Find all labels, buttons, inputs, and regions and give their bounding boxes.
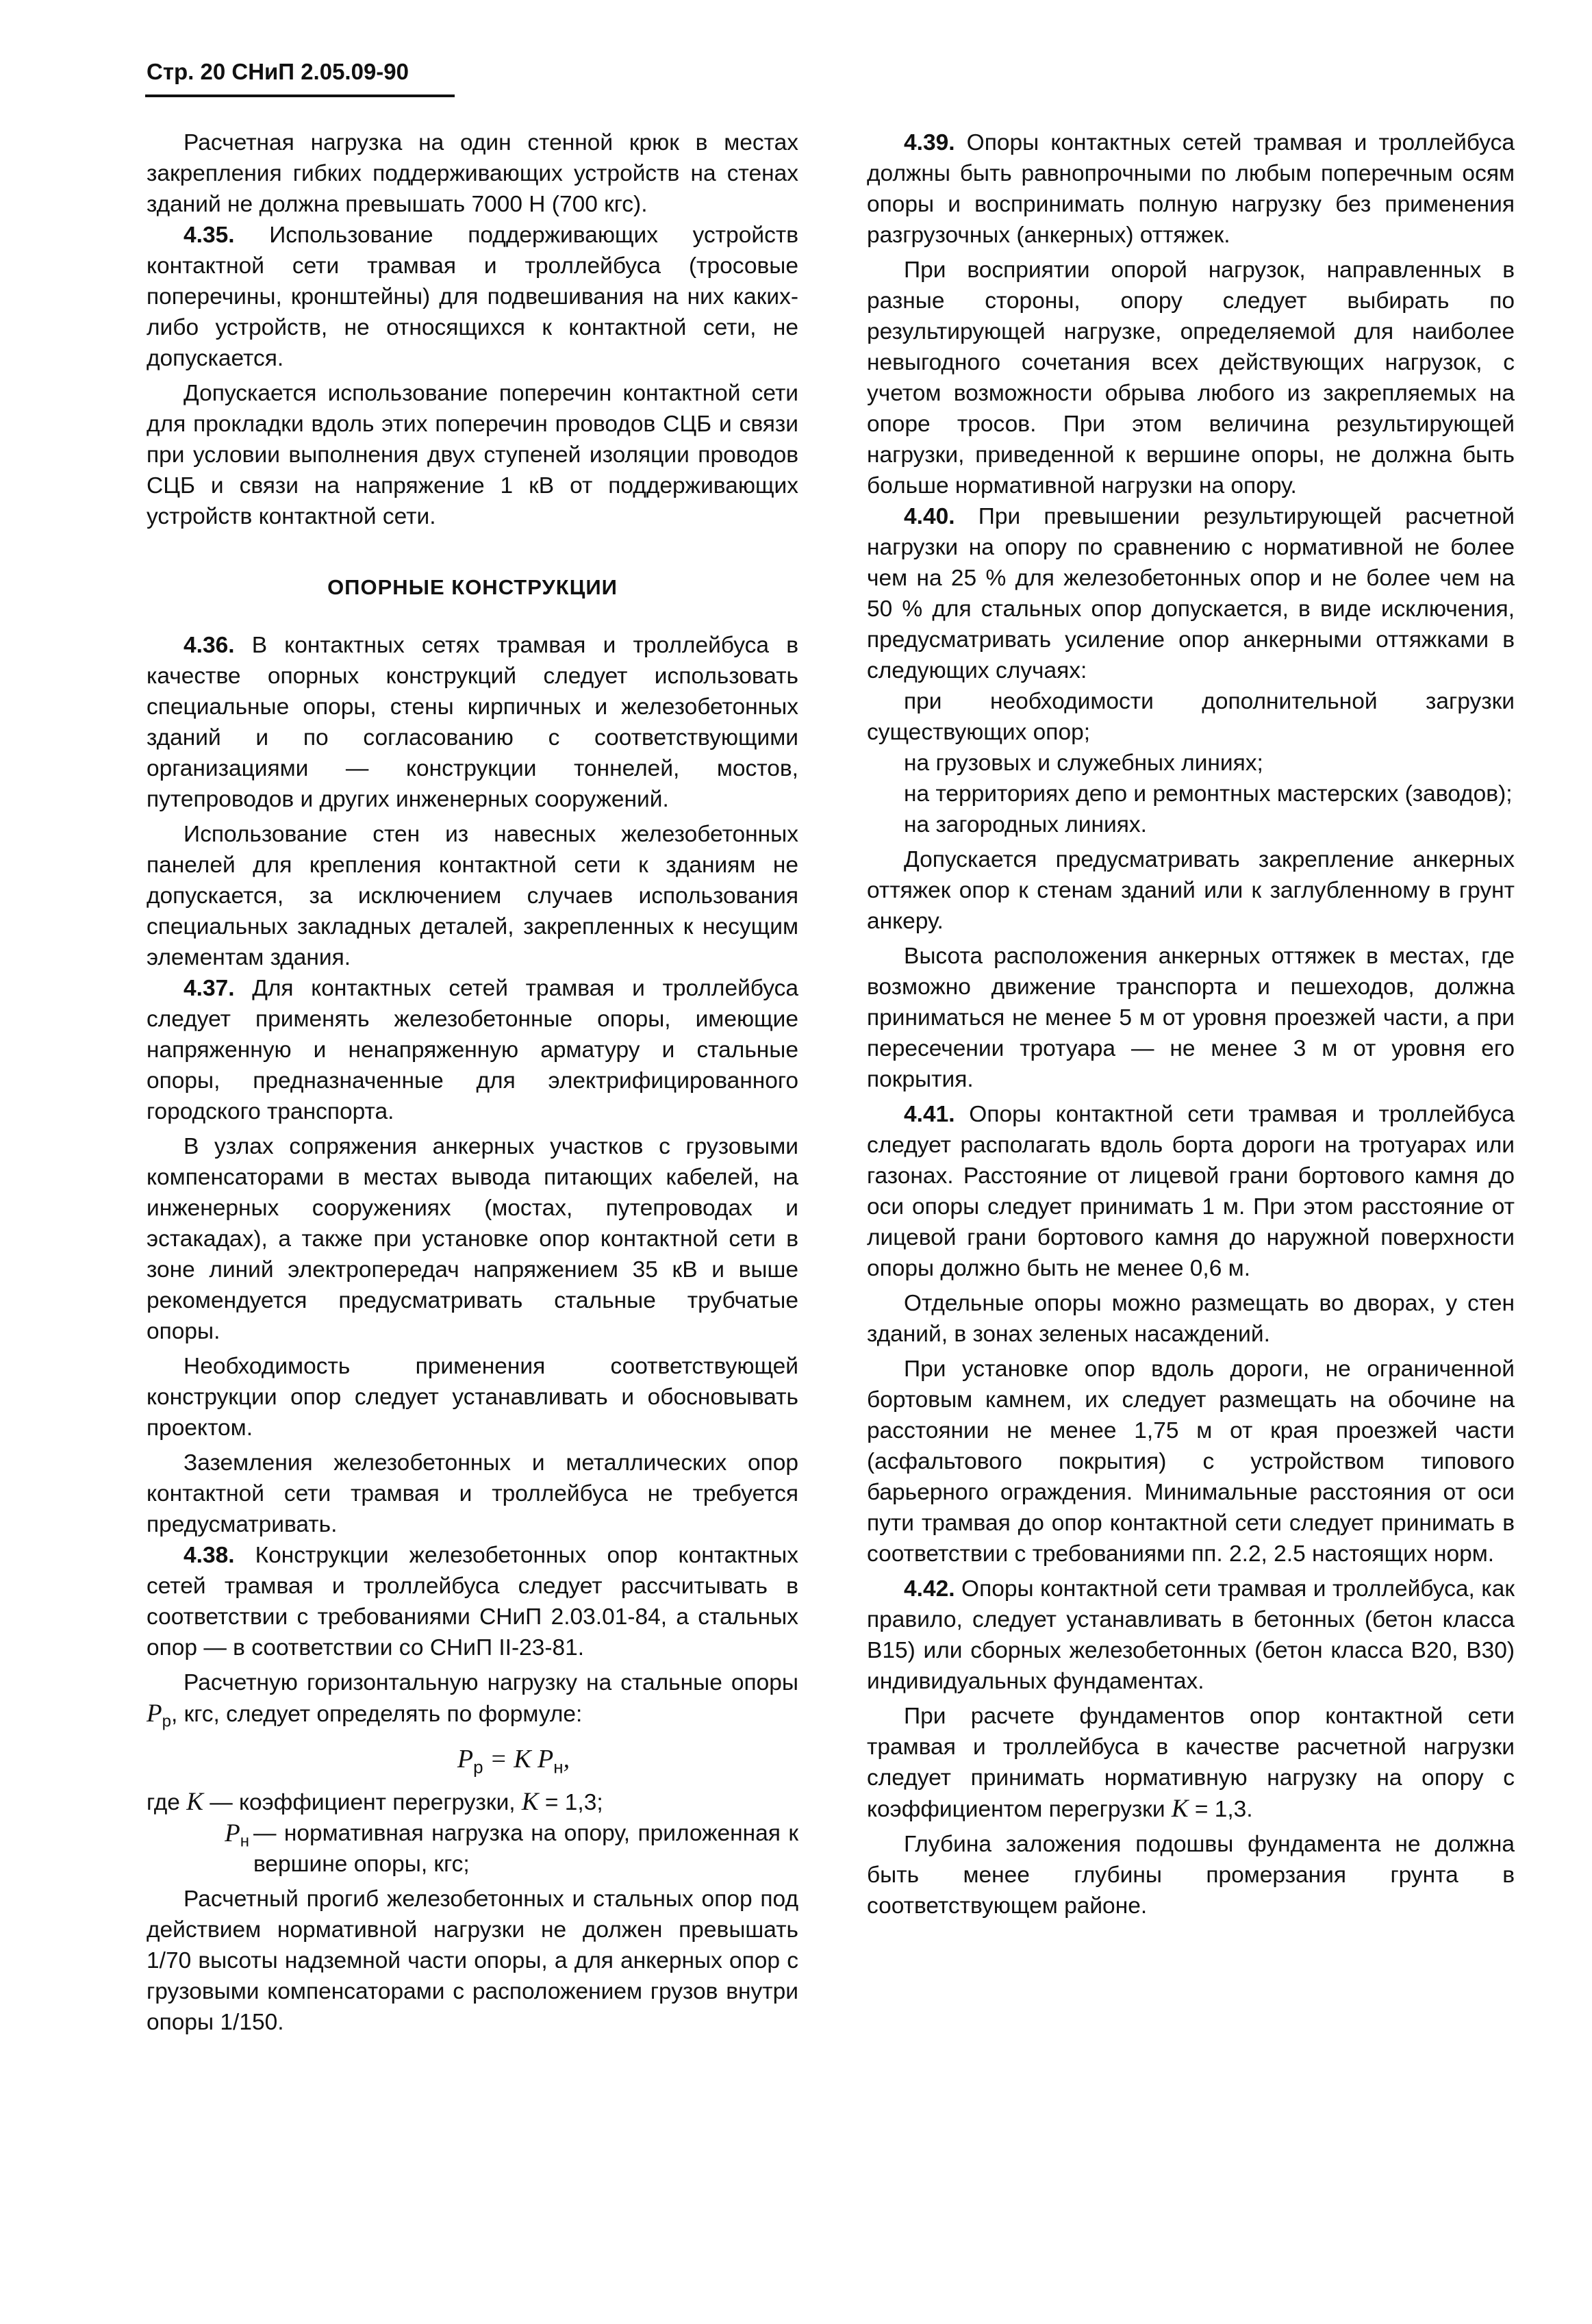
clause-number: 4.37.: [184, 976, 235, 1001]
paragraph: Необходимость применения соответствующей конструкции опор следует устанавливать и обосновывать проектом.: [147, 1354, 798, 1441]
clause-4-38: [147, 1540, 798, 1663]
formula-intro: Расчетную горизонтальную нагрузку на стальные опоры $P_р$, кгс, следует определять по формуле:: [147, 1670, 798, 1731]
clause-number: 4.41.: [904, 1102, 955, 1127]
paragraph: При установке опор вдоль дороги, не ограниченной бортовым камнем, их следует размещать на обочине на расстоянии не менее 1,75 м от края проезжей части (асфальтового покрытия) с устройством типового барьерного ограждения. Минимальные расстояния от оси пути трамвая до опор контактной сети следует принимать в соответствии с требованиями пп. 2.2, 2.5 настоящих норм.: [867, 1356, 1515, 1567]
symbol-subscript: р: [162, 1712, 171, 1731]
paragraph: В узлах сопряжения анкерных участков с грузовыми компенсаторами в местах вывода питающих кабелей, на инженерных сооружениях (мостах, путепроводах и эстакадах), а также при установке опор контактной сети в зоне линий электропередач напряжением 35 кВ и выше рекомендуется предусматривать стальные трубчатые опоры.: [147, 1134, 798, 1344]
section-heading: ОПОРНЫЕ КОНСТРУКЦИИ: [327, 575, 618, 599]
clause-4-35: [147, 220, 798, 374]
clause-text: Конструкции железобетонных опор контактных сетей трамвая и троллейбуса следует рассчитывать в соответствии с требованиями СНиП 2.03.01-84, а стальных опор — в соответствии со СНиП II-23-81.: [147, 1543, 798, 1660]
right-column: [867, 127, 1515, 1921]
clause-4-36: [147, 630, 798, 815]
left-column: [147, 127, 798, 2038]
symbol: P: [225, 1819, 240, 1848]
clause-text: Использование поддерживающих устройств контактной сети трамвая и троллейбуса (тросовые поперечины, кронштейны) для подвешивания на них каких-либо устройств, не относящихся к контактной сети, не допускается.: [147, 223, 798, 371]
clause-number: 4.39.: [904, 130, 955, 155]
paragraph: Допускается использование поперечин контактной сети для прокладки вдоль этих поперечин проводов СЦБ и связи при условии выполнения двух ступеней изоляции проводов СЦБ и связи на напряжение 1 кВ от поддерживающих устройств контактной сети.: [147, 381, 798, 529]
formula-definition: $P_н$ — нормативная нагрузка на опору, приложенная к вершине опоры, кгс;: [225, 1819, 798, 1878]
formula-where: где K — коэффициент перегрузки, K = 1,3;: [147, 1788, 603, 1817]
paragraph: Отдельные опоры можно размещать во дворах, у стен зданий, в зонах зеленых насаждений.: [867, 1291, 1515, 1347]
page-header: Стр. 20 СНиП 2.05.09-90: [147, 59, 409, 84]
symbol: K: [186, 1788, 203, 1817]
paragraph: При восприятии опорой нагрузок, направленных в разные стороны, опору следует выбирать по результирующей нагрузке, определяемой для наиболее невыгодного сочетания всех действующих нагрузок, с учетом возможности обрыва любого из закрепляемых на опоре тросов. При этом величина результирующей нагрузки, приведенной к вершине опоры, не должна быть больше нормативной нагрузки на опору.: [867, 257, 1515, 498]
clause-4-41: [867, 1099, 1515, 1284]
symbol: K: [1171, 1795, 1189, 1823]
symbol: P: [147, 1700, 162, 1728]
clause-number: 4.38.: [184, 1543, 235, 1568]
paragraph: При расчете фундаментов опор контактной сети трамвая и троллейбуса в качестве расчетной нагрузки следует принимать нормативную нагрузку на опору с коэффициентом перегрузки K = 1,3.: [867, 1704, 1515, 1823]
clause-4-40: [867, 501, 1515, 686]
paragraph: Допускается предусматривать закрепление анкерных оттяжек опор к стенам зданий или к заглубленному в грунт анкеру.: [867, 847, 1515, 934]
paragraph: Использование стен из навесных железобетонных панелей для крепления контактной сети к зданиям не допускается, за исключением случаев использования специальных закладных деталей, закрепленных к несущим элементам здания.: [147, 822, 798, 970]
list-item: на загородных линиях.: [904, 812, 1147, 837]
clause-number: 4.35.: [184, 223, 235, 248]
clause-number: 4.36.: [184, 633, 235, 658]
clause-text: Для контактных сетей трамвая и троллейбуса следует применять железобетонные опоры, имеющие напряженную и ненапряженную арматуру и стальные опоры, предназначенные для электрифицированного городского транспорта.: [147, 976, 798, 1124]
paragraph: Заземления железобетонных и металлических опор контактной сети трамвая и троллейбуса не требуется предусматривать.: [147, 1450, 798, 1537]
clause-number: 4.42.: [904, 1576, 955, 1602]
list-item: на грузовых и служебных линиях;: [904, 750, 1263, 776]
clause-text: Опоры контактной сети трамвая и троллейбуса следует располагать вдоль борта дороги на тротуарах или газонах. Расстояние от лицевой грани бортового камня до оси опоры следует принимать 1 м. При этом расстояние от лицевой грани бортового камня до наружной поверхности опоры должно быть не менее 0,6 м.: [867, 1102, 1515, 1281]
list-item: при необходимости дополнительной загрузки существующих опор;: [867, 689, 1515, 745]
paragraph: Высота расположения анкерных оттяжек в местах, где возможно движение транспорта и пешеходов, должна приниматься не менее 5 м от уровня проезжей части, а при пересечении тротуара — не менее 3 м от уровня его покрытия.: [867, 944, 1515, 1092]
list-item: на территориях депо и ремонтных мастерских (заводов);: [904, 781, 1513, 807]
clause-4-42: [867, 1574, 1515, 1697]
paragraph: Расчетный прогиб железобетонных и стальных опор под действием нормативной нагрузки не должен превышать 1/70 высоты надземной части опоры, а для анкерных опор с грузовыми компенсаторами с расположением грузов внутри опоры 1/150.: [147, 1886, 798, 2036]
clause-number: 4.40.: [904, 504, 955, 529]
clause-text: При превышении результирующей расчетной нагрузки на опору по сравнению с нормативной не более чем на 25 % для железобетонных опор и не более чем на 50 % для стальных опор допускается, в виде исключения, предусматривать усиление опор анкерными оттяжками в следующих случаях:: [867, 504, 1515, 683]
paragraph: Расчетная нагрузка на один стенной крюк в местах закрепления гибких поддерживающих устройств на стенах зданий не должна превышать 7000 Н (700 кгс).: [147, 130, 798, 217]
header-rule: [145, 94, 455, 97]
symbol: K: [521, 1788, 539, 1817]
clause-4-37: [147, 973, 798, 1127]
clause-text: В контактных сетях трамвая и троллейбуса в качестве опорных конструкций следует использовать специальные опоры, стены кирпичных и железобетонных зданий и по согласованию с соответствующими организациями — конструкции тоннелей, мостов, путепроводов и других инженерных сооружений.: [147, 633, 798, 812]
clause-4-39: [867, 127, 1515, 251]
paragraph: Глубина заложения подошвы фундамента не должна быть менее глубины промерзания грунта в соответствующем районе.: [867, 1832, 1515, 1919]
clause-text: Опоры контактных сетей трамвая и троллейбуса должны быть равнопрочными по любым поперечным осям опоры и воспринимать полную нагрузку без применения разгрузочных (анкерных) оттяжек.: [867, 130, 1515, 248]
clause-text: Опоры контактной сети трамвая и троллейбуса, как правило, следует устанавливать в бетонных (бетон класса В15) или сборных железобетонных (бетон класса В20, В30) индивидуальных фундаментах.: [867, 1576, 1515, 1694]
formula: $P_р = K$ $P_н$,: [457, 1744, 570, 1778]
